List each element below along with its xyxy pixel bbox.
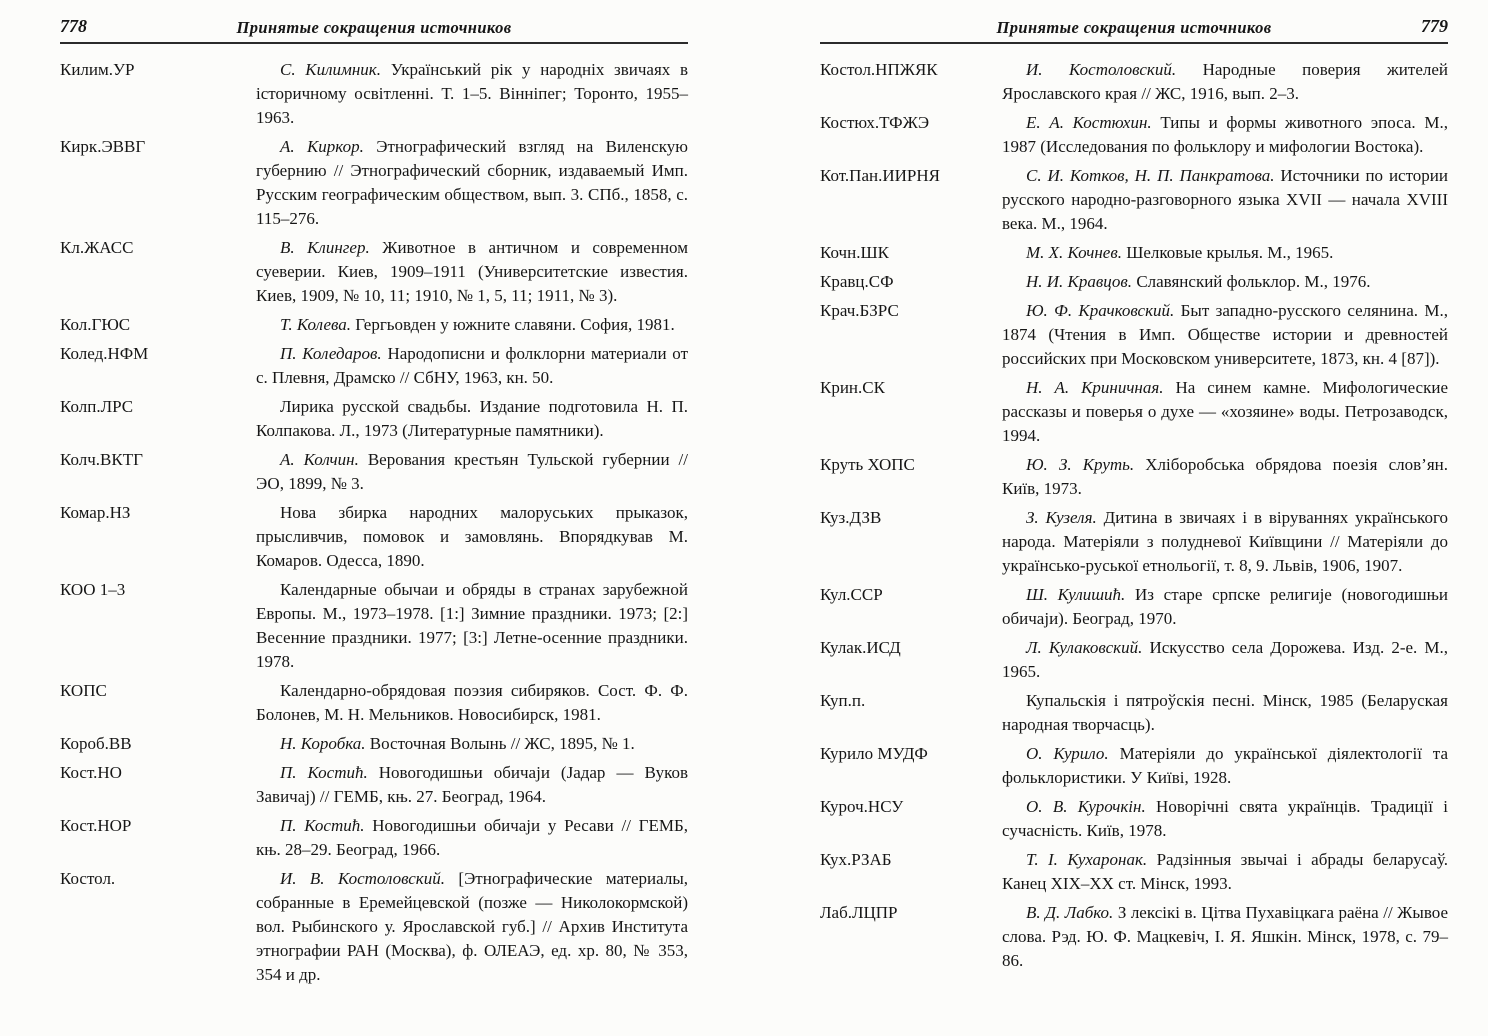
entry-abbr: Кух.РЗАБ xyxy=(820,850,892,869)
entry-text: Восточная Волынь // ЖС, 1895, № 1. xyxy=(369,734,635,753)
entries-list xyxy=(60,58,688,987)
entry-abbr: Костол.НПЖЯК xyxy=(820,60,938,79)
entry-row xyxy=(820,583,1448,631)
entry-abbr: Куроч.НСУ xyxy=(820,797,904,816)
entry-desc xyxy=(256,732,688,756)
entry-desc xyxy=(256,578,688,674)
entry-desc xyxy=(1002,742,1448,790)
entry-abbr: Костол. xyxy=(60,869,116,888)
entry-author: Т. Колева. xyxy=(280,315,356,334)
entry-abbr: Кот.Пан.ИИРНЯ xyxy=(820,166,940,185)
entry-abbr: Кулак.ИСД xyxy=(820,638,901,657)
entry-author: О. В. Курочкін. xyxy=(1026,797,1157,816)
entry-text: Животное в античном и современном суеверии. Киев, 1909–1911 (Университетские известия. Киев, 1909, № 10, 11; 1910, № 1, 5, 11; 1911, № 3). xyxy=(256,238,688,305)
entry-row xyxy=(60,867,688,987)
entry-abbr: Колп.ЛРС xyxy=(60,397,134,416)
entry-text: Новогодишњи обичаји (Јадар — Вуков Завичај) // ГЕМБ, књ. 27. Београд, 1964. xyxy=(256,763,688,806)
entry-text: Матеріяли до української діялектології та фольклористики. У Київі, 1928. xyxy=(1002,744,1448,787)
entry-text: Новорічні свята українців. Традиції і сучасність. Київ, 1978. xyxy=(1002,797,1448,840)
entry-author: М. Х. Кочнев. xyxy=(1026,243,1127,262)
entry-row xyxy=(820,58,1448,106)
entry-row xyxy=(60,395,688,443)
entry-author: Н. И. Кравцов. xyxy=(1026,272,1137,291)
entry-text: Народописни и фолклорни материали от с. Плевня, Драмско // СбНУ, 1963, кн. 50. xyxy=(256,344,689,387)
page-right xyxy=(744,0,1488,1036)
entry-abbr: Круть ХОПС xyxy=(820,455,915,474)
entry-text: Быт западно-русского селянина. М., 1874 (Чтения в Имп. Обществе истории и древностей российских при Московском университете, 1873, кн. 4 [87]). xyxy=(1002,301,1448,368)
entry-row xyxy=(820,636,1448,684)
entry-desc xyxy=(1002,241,1448,265)
entry-desc xyxy=(256,501,688,573)
page-number: 779 xyxy=(1421,16,1448,36)
entry-text: З лексікі в. Цітва Пухавіцкага раёна // Жывое слова. Рэд. Ю. Ф. Мацкевіч, І. Я. Яшкін. Мінск, 1978, с. 79–86. xyxy=(1002,903,1448,970)
entry-abbr: Кравц.СФ xyxy=(820,272,894,291)
page-header-right xyxy=(820,16,1448,44)
entry-abbr: КОПС xyxy=(60,681,107,700)
entry-desc xyxy=(1002,689,1448,737)
entry-text: Типы и формы животного эпоса. М., 1987 (Исследования по фольклору и мифологии Востока). xyxy=(1002,113,1448,156)
entry-author: Л. Кулаковский. xyxy=(1026,638,1150,657)
entry-author: В. Д. Лабко. xyxy=(1026,903,1118,922)
entry-abbr: Кост.НОР xyxy=(60,816,132,835)
entry-author: В. Клингер. xyxy=(280,238,383,257)
entry-text: Верования крестьян Тульской губернии // ЭО, 1899, № 3. xyxy=(256,450,688,493)
entry-text: Хліборобська обрядова поезія слов’ян. Київ, 1973. xyxy=(1002,455,1449,498)
entry-author: И. В. Костоловский. xyxy=(280,869,459,888)
entry-desc xyxy=(256,867,688,987)
entry-abbr: Крач.БЗРС xyxy=(820,301,899,320)
entry-row xyxy=(60,135,688,231)
entry-desc xyxy=(1002,270,1448,294)
entry-text: Купальскія і пятроўскія песні. Мінск, 1985 (Беларуская народная творчасць). xyxy=(1002,691,1448,734)
entry-author: О. Курило. xyxy=(1026,744,1120,763)
entry-author: Н. А. Криничная. xyxy=(1026,378,1176,397)
entry-author: И. Костоловский. xyxy=(1026,60,1203,79)
entry-author: С. Килимник. xyxy=(280,60,391,79)
entry-abbr: Куз.ДЗВ xyxy=(820,508,882,527)
entry-abbr: Кол.ГЮС xyxy=(60,315,131,334)
entry-author: А. Киркор. xyxy=(280,137,377,156)
entry-abbr: Кост.НО xyxy=(60,763,122,782)
entry-text: Радзінныя звычаі і абрады беларусаў. Канец XIX–XX ст. Мінск, 1993. xyxy=(1002,850,1448,893)
entry-row xyxy=(60,578,688,674)
entry-row xyxy=(820,506,1448,578)
entry-abbr: Крин.СК xyxy=(820,378,885,397)
entry-author: З. Кузеля. xyxy=(1026,508,1104,527)
entry-text: Славянский фольклор. М., 1976. xyxy=(1136,272,1371,291)
entry-desc xyxy=(1002,848,1448,896)
entry-text: Дитина в звичаях і в віруваннях українського народа. Матеріяли з полудневої Київщини // Матеріяли до українсько-руської етнольогії, т. 8, 9. Львів, 1906, 1907. xyxy=(1002,508,1448,575)
entry-row xyxy=(820,453,1448,501)
entry-desc xyxy=(1002,58,1448,106)
entry-row xyxy=(820,901,1448,973)
entry-row xyxy=(820,270,1448,294)
running-title: Принятые сокращения источников xyxy=(236,18,512,37)
entry-text: Новогодишњи обичаји у Ресави // ГЕМБ, књ. 28–29. Београд, 1966. xyxy=(256,816,688,859)
entry-desc xyxy=(256,761,688,809)
entry-desc xyxy=(256,395,688,443)
entry-text: Этнографический взгляд на Виленскую губернию // Этнографический сборник, издаваемый Имп. Русским географическим обществом, вып. 3. СПб., 1858, с. 115–276. xyxy=(256,137,688,228)
entry-desc xyxy=(1002,164,1448,236)
entry-text: Нова збирка народних малоруських прыказок, прысливчив, помовок и замовлянь. Впорядкував М. Комаров. Одесса, 1890. xyxy=(256,503,688,570)
entry-text: Источники по истории русского народно-разговорного языка XVII — начала XVIII века. М., 1964. xyxy=(1002,166,1448,233)
entry-abbr: Килим.УР xyxy=(60,60,135,79)
entry-author: П. Костић. xyxy=(280,763,379,782)
entry-row xyxy=(60,342,688,390)
entry-text: [Этнографические материалы, собранные в Еремейцевской (позже — Николокормской) вол. Рыбинского у. Ярославской губ.] // Архив Института этнографии РАН (Москва), ф. ОЛЕАЭ, ед. хр. 80, № 353, 354 и др. xyxy=(256,869,688,984)
entry-abbr: Короб.ВВ xyxy=(60,734,132,753)
entry-text: Календарно-обрядовая поэзия сибиряков. Сост. Ф. Ф. Болонев, М. Н. Мельников. Новосибирск, 1981. xyxy=(256,681,688,724)
entry-abbr: Колч.ВКТГ xyxy=(60,450,143,469)
entry-author: Е. А. Костюхин. xyxy=(1026,113,1161,132)
entry-desc xyxy=(256,448,688,496)
entry-row xyxy=(60,732,688,756)
entry-row xyxy=(820,689,1448,737)
page-number: 778 xyxy=(60,16,87,36)
entry-desc xyxy=(1002,299,1448,371)
entry-desc xyxy=(1002,506,1448,578)
entry-abbr: Кочн.ШК xyxy=(820,243,889,262)
entry-text: Український рік у народніх звичаях в історичному освітленні. Т. 1–5. Вінніпег; Торонто, 1955–1963. xyxy=(256,60,688,127)
entry-author: П. Коледаров. xyxy=(280,344,388,363)
entry-author: Ш. Кулишић. xyxy=(1026,585,1135,604)
entry-desc xyxy=(256,313,688,337)
entry-author: А. Колчин. xyxy=(280,450,368,469)
entry-desc xyxy=(256,814,688,862)
entry-abbr: Колед.НФМ xyxy=(60,344,149,363)
entry-desc xyxy=(1002,901,1448,973)
entry-text: Календарные обычаи и обряды в странах зарубежной Европы. М., 1973–1978. [1:] Зимние праздники. 1973; [2:] Весенние праздники. 1977; [3:] Летне-осенние праздники. 1978. xyxy=(256,580,688,671)
entry-row xyxy=(60,761,688,809)
entry-row xyxy=(60,58,688,130)
entry-row xyxy=(820,795,1448,843)
entry-desc xyxy=(1002,376,1448,448)
entry-author: П. Костић. xyxy=(280,816,373,835)
entry-row xyxy=(820,241,1448,265)
entry-row xyxy=(820,848,1448,896)
entry-text: Из старе српске религије (новогодишњи обичаји). Београд, 1970. xyxy=(1002,585,1448,628)
entry-desc xyxy=(256,58,688,130)
entry-desc xyxy=(1002,453,1448,501)
entry-desc xyxy=(256,679,688,727)
entry-desc xyxy=(1002,636,1448,684)
entry-abbr: Костюх.ТФЖЭ xyxy=(820,113,930,132)
entry-abbr: Кул.ССР xyxy=(820,585,883,604)
entry-desc xyxy=(1002,795,1448,843)
entry-row xyxy=(60,236,688,308)
entry-desc xyxy=(256,236,688,308)
entry-text: Гергьовден у южните славяни. София, 1981. xyxy=(355,315,675,334)
entry-desc xyxy=(256,135,688,231)
entry-abbr: Кл.ЖАСС xyxy=(60,238,134,257)
entry-author: С. И. Котков, Н. П. Панкратова. xyxy=(1026,166,1281,185)
entry-row xyxy=(820,742,1448,790)
entry-author: Т. І. Кухаронак. xyxy=(1026,850,1157,869)
entry-text: Народные поверия жителей Ярославского края // ЖС, 1916, вып. 2–3. xyxy=(1002,60,1449,103)
entry-abbr: Куп.п. xyxy=(820,691,866,710)
entry-author: Н. Коробка. xyxy=(280,734,370,753)
entry-abbr: Комар.НЗ xyxy=(60,503,131,522)
entry-author: Ю. Ф. Крачковский. xyxy=(1026,301,1181,320)
entry-text: Шелковые крылья. М., 1965. xyxy=(1126,243,1334,262)
entry-row xyxy=(60,313,688,337)
entry-abbr: Лаб.ЛЦПР xyxy=(820,903,898,922)
entry-text: Лирика русской свадьбы. Издание подготовила Н. П. Колпакова. Л., 1973 (Литературные памятники). xyxy=(256,397,688,440)
running-title: Принятые сокращения источников xyxy=(996,18,1272,37)
entry-author: Ю. З. Круть. xyxy=(1026,455,1146,474)
entry-row xyxy=(60,448,688,496)
entry-row xyxy=(820,376,1448,448)
entry-row xyxy=(60,679,688,727)
entry-abbr: Кирк.ЭВВГ xyxy=(60,137,146,156)
entry-text: Искусство села Дорожева. Изд. 2-е. М., 1965. xyxy=(1002,638,1448,681)
entry-row xyxy=(60,501,688,573)
entry-abbr: КОО 1–3 xyxy=(60,580,126,599)
entry-row xyxy=(60,814,688,862)
entry-desc xyxy=(256,342,688,390)
entry-row xyxy=(820,164,1448,236)
entry-row xyxy=(820,111,1448,159)
entry-desc xyxy=(1002,111,1448,159)
entries-list xyxy=(820,58,1448,973)
entry-desc xyxy=(1002,583,1448,631)
entry-text: На синем камне. Мифологические рассказы и поверья о духе — «хозяине» воды. Петрозаводск, 1994. xyxy=(1002,378,1448,445)
entry-row xyxy=(820,299,1448,371)
page-header-left xyxy=(60,16,688,44)
entry-abbr: Курило МУДФ xyxy=(820,744,928,763)
